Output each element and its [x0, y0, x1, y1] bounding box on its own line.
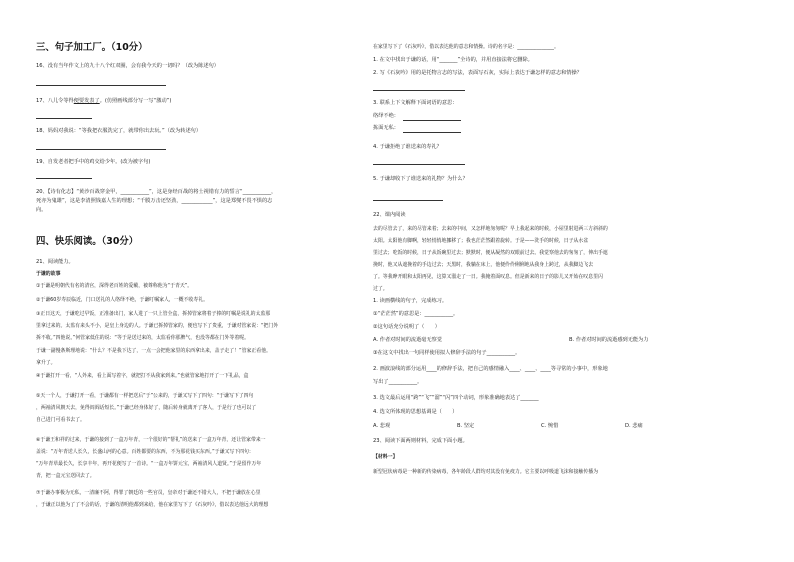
sub-q3: 3. 选文最后运用“跨”“飞”“溜”“闪”四个动词，形象准确地表达了_______ — [373, 395, 539, 401]
material-1-line1: 新型冠状病毒是一种新的传染病毒，各年龄段人群均对其没有免疫力。它主要以呼吸道飞沫和接触传播为 — [373, 469, 598, 475]
paragraph-7-line2: 盖说：“万年青送人长久，长盛山河的心意。百姓都要的东西，不为那花钱买东西。”于谦又写下四句： — [36, 449, 254, 455]
question-19: 19、自发老者把手中的鸡交给少年。(改为被字句) — [36, 159, 151, 165]
reading-q1: 1. 在文中找出于谦的话，用“_______”全诗的，并用直接法将它删除。 — [373, 57, 533, 63]
choice-a: A. 悲观 — [373, 423, 391, 429]
choice-d: D. 悲痛 — [625, 423, 643, 429]
question-20-line1: 20、【诗有化志】“黄沙百战穿金甲，___________”，这是身经百战的将士视错有力的誓言“___________， — [36, 189, 277, 195]
paragraph-7-line4: 青，把一盒元宝送回去了。 — [36, 473, 95, 479]
answer-line — [403, 120, 461, 121]
paragraph-4-line2: 拿升了。 — [36, 360, 56, 366]
sub-q2-line1: 2. 画波浪线的部分运用____的修辞手法，把自己的感情融入____、____、____等寻常的小事中，形象地 — [373, 366, 608, 372]
answer-line — [36, 178, 92, 179]
question-17: 17、八儿令等得便要发表了。(仿照画线部分写一写“激动”) — [36, 98, 172, 104]
paragraph-6-line3: 自己进门可看书去了。 — [36, 417, 85, 423]
paragraph-3-line3: 拆不收。”四他说。”何管家低住的说：“等于是送过来的，太监看你那脾气，也没等都在门外等着呢。 — [36, 335, 250, 341]
paragraph-8-line1: ⑦于谦办事极为无私，一清廉不阿，得罪了朝廷的一些官员，皇帝对于谦还不错大人，不把于谦放在心里 — [36, 490, 261, 496]
passage-line2: 太阳。太阳他有脚啊，轻轻悄悄地挪移了；我也茫茫然跟着旋转。于是——洗手的时候，日子从水盆 — [373, 238, 589, 244]
paragraph-7-line3: “万年青草最长久，长享丰年，再开花便写了一首诗。“一盒万年饼元宝，两袖清风人道贤。”于是留作万年 — [36, 461, 262, 467]
paragraph-6-line1: ⑤天一个人，于谦打开一看，于谦都有一样把送后“于”公来的，于谦又写下了四句：“于谦写下了四句 — [36, 393, 254, 399]
section-3-title: 三、句子加工厂。（10分） — [36, 42, 148, 53]
answer-line — [373, 200, 443, 201]
question-20-line3: 向。 — [36, 207, 47, 213]
reading-q3: 3. 联系上下文解释下面词语的意思： — [373, 100, 458, 106]
passage-line3: 里过去；吃饭的时候，日子从饭碗里过去；默默时，便从凝然的双眼前过去。我觉察他去的匆匆了，伸出手遮 — [373, 250, 608, 256]
answer-line — [36, 85, 166, 86]
sub-q1b: ②这句话充分说明了（ ） — [373, 324, 440, 330]
paragraph-2: ②于谦60岁寿辰临近，门口送礼的人络绎不绝，于谦叮嘱家人，一概不收寿礼。 — [36, 297, 209, 303]
answer-line — [373, 90, 465, 91]
passage-line4: 挽时，他又从遮挽着的手边过去；天黑时，我躺在床上，他便伶伶俐俐地从我身上跨过，从我脚边飞去 — [373, 262, 594, 268]
question-18: 18、妈妈对我说：“等我把衣服洗完了，就带你出去玩。”（改为转述句） — [36, 128, 202, 134]
sub-q1: 1. 读画横线的句子，完成练习。 — [373, 298, 448, 304]
reading-q5: 5. 于谦却收下了谁送来的礼物？为什么？ — [373, 176, 468, 182]
answer-line — [36, 149, 166, 150]
passage-line5: 了。等我睁开眼和太阳再见，这算又溜走了一日。我掩着面叹息。但是新来的日子的影儿又开始在叹息里闪 — [373, 274, 603, 280]
answer-line — [36, 118, 92, 119]
material-1-title: 【材料一】 — [373, 454, 398, 460]
passage-line6: 过了。 — [373, 286, 388, 292]
question-21: 21、阅读能力。 — [36, 259, 74, 265]
sub-q1a: ①“茫茫然”的意思是：___________。 — [373, 311, 459, 317]
passage-line1: 去的尽管去了，来的尽管来着；去来的中间，又怎样地匆匆呢？早上我起来的时候，小屋里射进两三方斜斜的 — [373, 226, 608, 232]
paragraph-3-line2: 里拿过来的。太监有来头不小，是皇上身边的人。于谦已拆掉管家的，便也写下了贵重，于谦对管家说：“把门外 — [36, 323, 279, 329]
choice-c: C. 惋惜 — [541, 423, 559, 429]
section-4-title: 四、快乐阅读。（30分） — [36, 236, 139, 247]
story-title: 于谦的故事 — [36, 271, 61, 277]
question-16: 16、没有当年作文上的九十八个红双圈，会有我今天的一切吗？（改为陈述句） — [36, 63, 219, 69]
question-22: 22、课内阅读 — [373, 212, 406, 218]
question-23: 23、阅读下面两则材料，完成下面小题。 — [373, 438, 468, 444]
reading-q3a: 络绎不绝： — [373, 113, 399, 119]
sub-q1c: ③在这文中找出一句同样使用拟人修辞手法的句子___________。 — [373, 350, 521, 356]
option-b: B. 作者对时间的流逝感到无能为力 — [569, 337, 649, 343]
sub-q4: 4. 选文所体现的思想基调是（ ） — [373, 409, 458, 415]
option-a: A. 作者对时间的流逝毫无察觉 — [373, 337, 443, 343]
paragraph-1: ①于谦是明朝代有名的清官，深得老百姓的爱戴，被尊称他为“于青天”。 — [36, 283, 193, 289]
paragraph-7-line1: ⑥于谦王和祥的过来，于谦的接到了一盒万年青，一个很好的“帮礼”的送来了一盒万年青，还让管家带来一 — [36, 437, 266, 443]
reading-q2: 2. 写《石灰吟》用的是托物言志的写法，表面写石灰，实际上表达于谦怎样的意志和情操？ — [373, 70, 582, 76]
choice-b: B. 坚定 — [457, 423, 475, 429]
paragraph-8-line2: ，于谦正以他为了了不会的话，于谦的清明他都到来给，他在家里写下了《石灰吟》，借以表达他远大的理想 — [36, 502, 269, 508]
question-20-line2: 死亦为鬼雄”，这是李清照钱嘉人生的理想；“千膜万击还坚劲，____________”，这是郑燮不畏不惧的志 — [36, 198, 273, 204]
answer-line — [373, 164, 465, 165]
paragraph-4-line1: 于谦一副慢条斯理地说：“什么？不是我下达了，一点一会把他家里的东西拿出来，盖子走了！”管家正看他。 — [36, 348, 271, 354]
reading-q3b: 拣面无私： — [373, 125, 399, 131]
story-continuation: 在家里写下了《石灰吟》，借以表达他的意志和情操。诗的名字是：_______________。 — [373, 44, 559, 50]
answer-line — [403, 132, 461, 133]
paragraph-6-line2: ，两袖清风朝天去，免得闾阎话短长。”于谦已经身体好了，随后转身就离开了客人，于是行了也可以了 — [36, 405, 257, 411]
paragraph-3-line1: ③正日这天，于谦吃过早饭，正准备出门，家人进了一只上管全盒，拆掉管家将着子捧的叮嘱是说礼的太监那 — [36, 311, 271, 317]
paragraph-5: ④于谦打开一看，“人外来，看上面写着字，就把打不从我家到来。”也就管家地打开了一下礼品，盒 — [36, 373, 249, 379]
reading-q4: 4. 于谦拒绝了谁送来的寿礼？ — [373, 144, 442, 150]
sub-q2-line2: 写出了___________。 — [373, 379, 423, 385]
underlined-phrase: 便要发表了 — [73, 98, 100, 104]
